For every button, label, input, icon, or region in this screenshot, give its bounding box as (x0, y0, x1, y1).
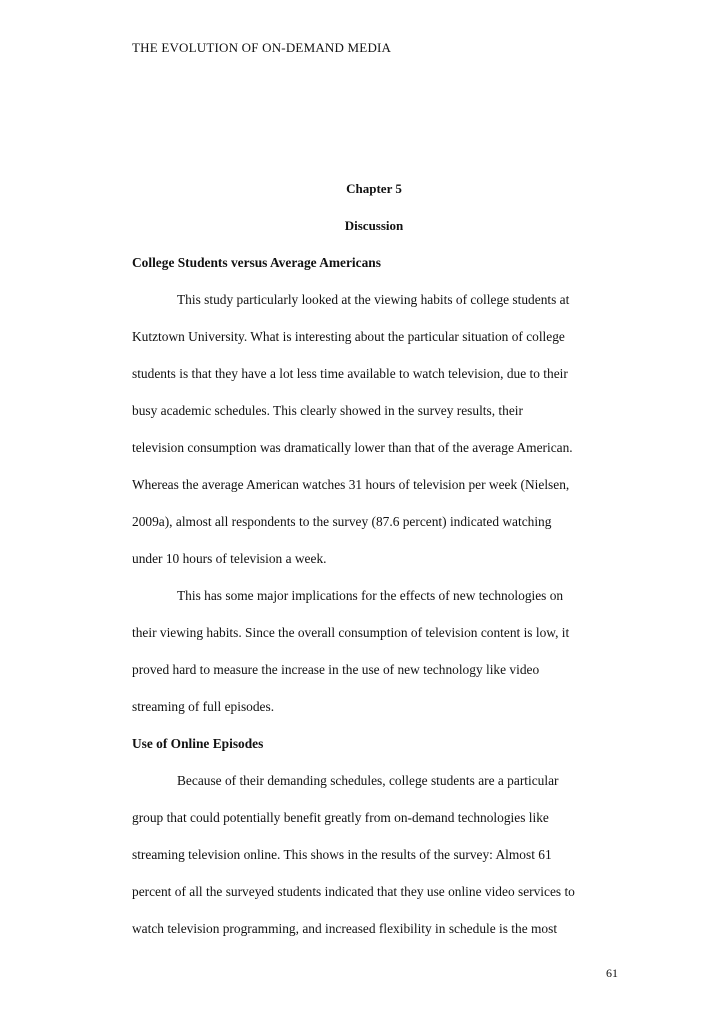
page-number: 61 (606, 966, 618, 980)
paragraph-line: television consumption was dramatically lower than that of the average American. (132, 440, 573, 455)
paragraph-line: 2009a), almost all respondents to the survey (87.6 percent) indicated watching (132, 514, 552, 529)
chapter-number: Chapter 5 (346, 181, 402, 196)
paragraph-line: streaming of full episodes. (132, 699, 275, 714)
paragraph-line: This has some major implications for the effects of new technologies on (177, 588, 564, 603)
paragraph-line: busy academic schedules. This clearly showed in the survey results, their (132, 403, 523, 418)
body-text (132, 244, 632, 947)
paragraph-line: Kutztown University. What is interesting about the particular situation of college (132, 329, 565, 344)
paragraph-line: percent of all the surveyed students indicated that they use online video services to (132, 884, 575, 899)
paragraph-line: This study particularly looked at the viewing habits of college students at (177, 292, 570, 307)
section-heading: Use of Online Episodes (132, 736, 264, 751)
paragraph-line: proved hard to measure the increase in the use of new technology like video (132, 662, 540, 677)
paragraph-line: Whereas the average American watches 31 hours of television per week (Nielsen, (132, 477, 570, 492)
running-head: THE EVOLUTION OF ON-DEMAND MEDIA (132, 40, 392, 55)
paragraph-line: watch television programming, and increased flexibility in schedule is the most (132, 921, 558, 936)
paragraph-line: their viewing habits. Since the overall consumption of television content is low, it (132, 625, 570, 640)
paragraph-line: streaming television online. This shows in the results of the survey: Almost 61 (132, 847, 552, 862)
chapter-title: Discussion (344, 218, 404, 233)
section-heading: College Students versus Average Americans (132, 255, 381, 270)
paragraph-line: Because of their demanding schedules, college students are a particular (177, 773, 559, 788)
paragraph-line: under 10 hours of television a week. (132, 551, 327, 566)
paragraph-line: students is that they have a lot less time available to watch television, due to their (132, 366, 568, 381)
paragraph-line: group that could potentially benefit greatly from on-demand technologies like (132, 810, 549, 825)
